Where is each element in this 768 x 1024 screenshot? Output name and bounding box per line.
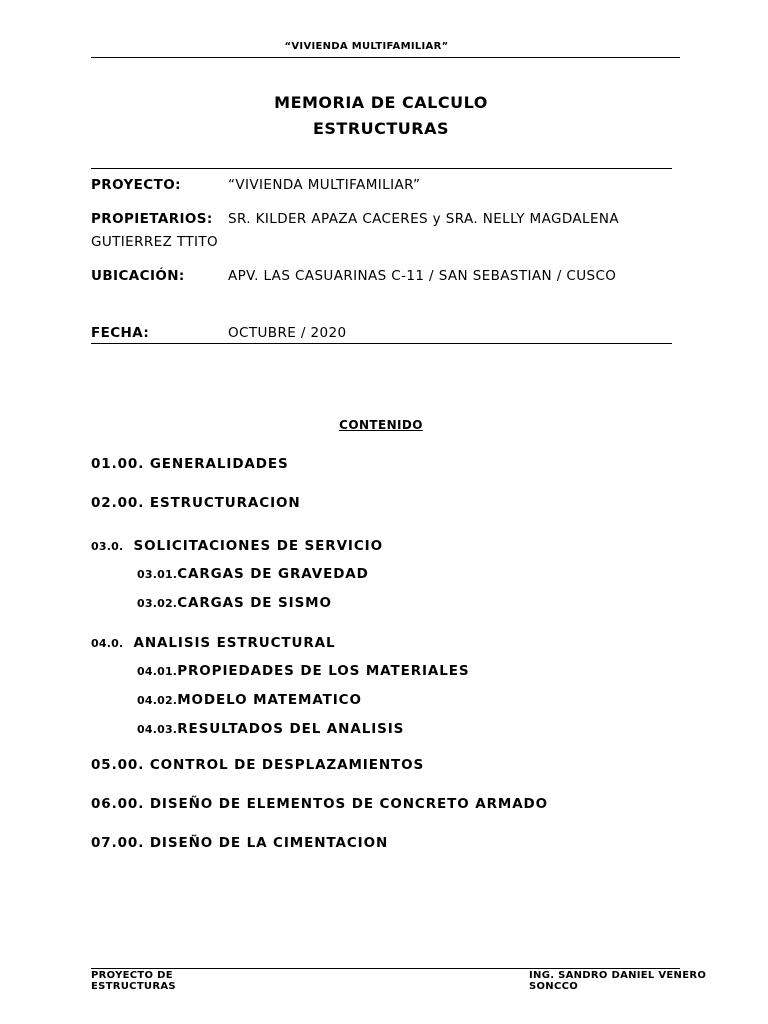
toc-item-03-number: 03.0. xyxy=(91,540,124,553)
info-ubicacion xyxy=(91,265,676,288)
toc-item-0302 xyxy=(137,592,332,611)
toc-item-0403-number: 04.03. xyxy=(137,723,178,736)
info-proyecto xyxy=(91,174,676,197)
toc-item-0401 xyxy=(137,660,470,679)
toc-item-0301-text: CARGAS DE GRAVEDAD xyxy=(177,566,369,582)
toc-item-0301-number: 03.01. xyxy=(137,568,178,581)
info-top-rule xyxy=(91,168,672,169)
info-fecha xyxy=(91,322,676,345)
toc-item-05: 05.00. CONTROL DE DESPLAZAMIENTOS xyxy=(91,757,425,773)
toc-item-0301 xyxy=(137,563,369,582)
info-propietarios xyxy=(91,208,676,254)
ubicacion-label: UBICACIÓN: xyxy=(91,268,185,284)
contents-heading: CONTENIDO xyxy=(339,418,423,432)
toc-item-0401-text: PROPIEDADES DE LOS MATERIALES xyxy=(177,663,470,679)
toc-item-0402-number: 04.02. xyxy=(137,694,178,707)
document-title: MEMORIA DE CALCULO xyxy=(274,93,488,112)
toc-item-04-number: 04.0. xyxy=(91,637,124,650)
info-bottom-rule xyxy=(91,343,672,344)
page-header-text: “VIVIENDA MULTIFAMILIAR” xyxy=(284,41,449,52)
toc-item-03-text: SOLICITACIONES DE SERVICIO xyxy=(133,538,383,554)
toc-item-01: 01.00. GENERALIDADES xyxy=(91,456,289,472)
fecha-value: OCTUBRE / 2020 xyxy=(228,325,347,341)
toc-item-07: 07.00. DISEÑO DE LA CIMENTACION xyxy=(91,835,389,851)
toc-item-02: 02.00. ESTRUCTURACION xyxy=(91,495,301,511)
toc-item-06: 06.00. DISEÑO DE ELEMENTOS DE CONCRETO ARMADO xyxy=(91,796,549,812)
proyecto-label: PROYECTO: xyxy=(91,177,181,193)
toc-item-04-text: ANALISIS ESTRUCTURAL xyxy=(133,635,336,651)
document-subtitle: ESTRUCTURAS xyxy=(312,119,450,138)
toc-item-0302-text: CARGAS DE SISMO xyxy=(177,595,332,611)
toc-item-0401-number: 04.01. xyxy=(137,665,178,678)
toc-item-0402 xyxy=(137,689,362,708)
header-rule xyxy=(91,57,680,58)
ubicacion-value: APV. LAS CASUARINAS C-11 / SAN SEBASTIAN / CUSCO xyxy=(228,268,617,284)
propietarios-label: PROPIETARIOS: xyxy=(91,211,213,227)
toc-item-0402-text: MODELO MATEMATICO xyxy=(177,692,362,708)
toc-item-0403 xyxy=(137,718,404,737)
toc-item-0302-number: 03.02. xyxy=(137,597,178,610)
propietarios-value: SR. KILDER APAZA CACERES y SRA. NELLY MAGDALENA GUTIERREZ TTITO xyxy=(91,211,620,250)
proyecto-value: “VIVIENDA MULTIFAMILIAR” xyxy=(228,177,421,193)
toc-item-04 xyxy=(91,632,336,651)
toc-item-03 xyxy=(91,535,383,554)
footer-right-text: ING. SANDRO DANIEL VENERO SONCCO xyxy=(529,970,707,992)
toc-item-0403-text: RESULTADOS DEL ANALISIS xyxy=(177,721,405,737)
footer-rule xyxy=(91,968,680,969)
footer-left-text: PROYECTO DE ESTRUCTURAS xyxy=(91,970,176,992)
fecha-label: FECHA: xyxy=(91,325,150,341)
